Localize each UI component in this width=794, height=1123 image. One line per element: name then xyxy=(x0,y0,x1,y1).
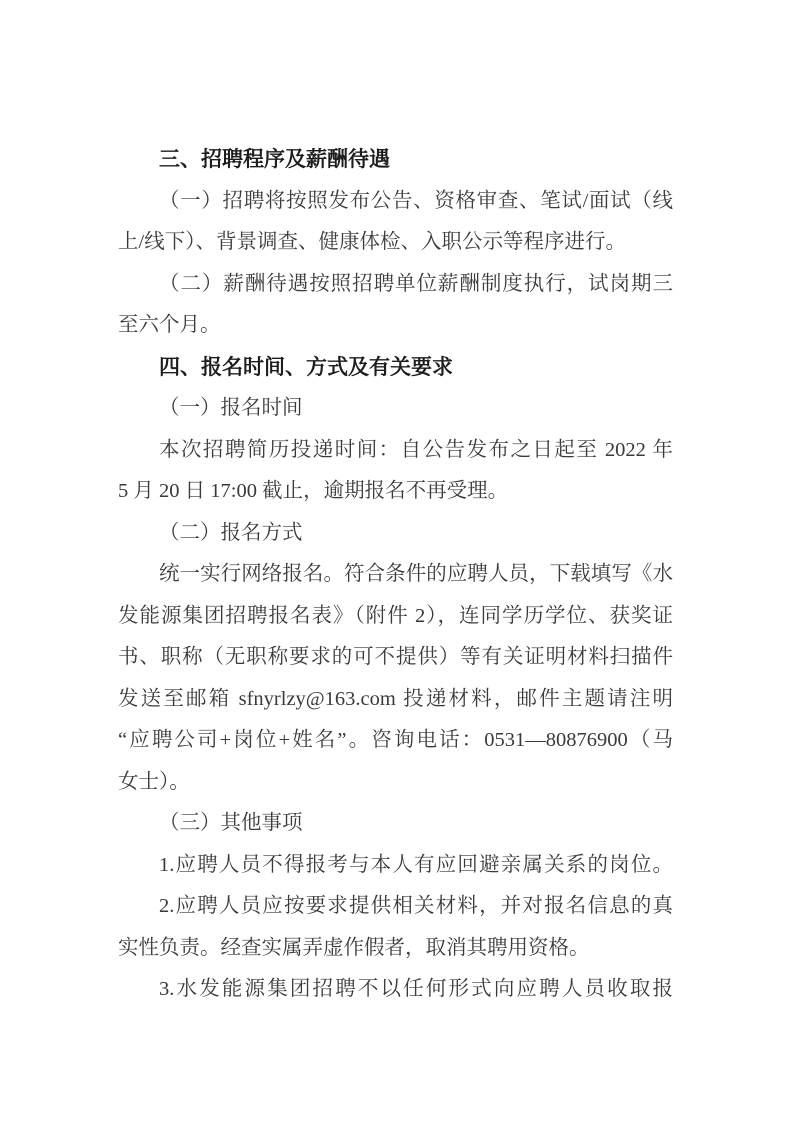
text-line: 书、职称（无职称要求的可不提供）等有关证明材料扫描件 xyxy=(118,646,673,668)
text-line: 统一实行网络报名。符合条件的应聘人员，下载填写《水 xyxy=(159,563,673,585)
text-line: 上/线下）、背景调查、健康体检、入职公示等程序进行。 xyxy=(118,231,626,253)
subsection-heading-time: （一）报名时间 xyxy=(159,397,303,419)
section-heading-recruitment-procedure: 三、招聘程序及薪酬待遇 xyxy=(159,148,390,171)
text-line: 3.水发能源集团招聘不以任何形式向应聘人员收取报 xyxy=(159,978,673,1000)
subsection-heading-method: （二）报名方式 xyxy=(159,521,303,544)
text-line: 女士）。 xyxy=(118,770,190,793)
text-line: 至六个月。 xyxy=(118,314,221,336)
text-line: 发能源集团招聘报名表》（附件 2），连同学历学位、获奖证 xyxy=(118,604,673,627)
section-heading-application-time: 四、报名时间、方式及有关要求 xyxy=(159,355,453,379)
text-line: （一）招聘将按照发布公告、资格审查、笔试/面试（线 xyxy=(159,189,673,212)
subsection-heading-other: （三）其他事项 xyxy=(159,812,303,834)
text-line: 1.应聘人员不得报考与本人有应回避亲属关系的岗位。 xyxy=(159,853,673,876)
text-line: （二）薪酬待遇按照招聘单位薪酬制度执行，试岗期三 xyxy=(159,272,673,295)
text-line-email: 发送至邮箱 sfnyrlzy@163.com 投递材料，邮件主题请注明 xyxy=(118,687,673,710)
text-line: 本次招聘简历投递时间：自公告发布之日起至 2022 年 xyxy=(159,438,673,461)
text-line: 2.应聘人员应按要求提供相关材料，并对报名信息的真 xyxy=(159,895,673,917)
text-line: 5 月 20 日 17:00 截止，逾期报名不再受理。 xyxy=(118,480,509,502)
text-line: 实性负责。经查实属弄虚作假者，取消其聘用资格。 xyxy=(118,936,590,959)
text-line-phone: “应聘公司+岗位+姓名”。咨询电话：0531—80876900（马 xyxy=(118,729,673,751)
